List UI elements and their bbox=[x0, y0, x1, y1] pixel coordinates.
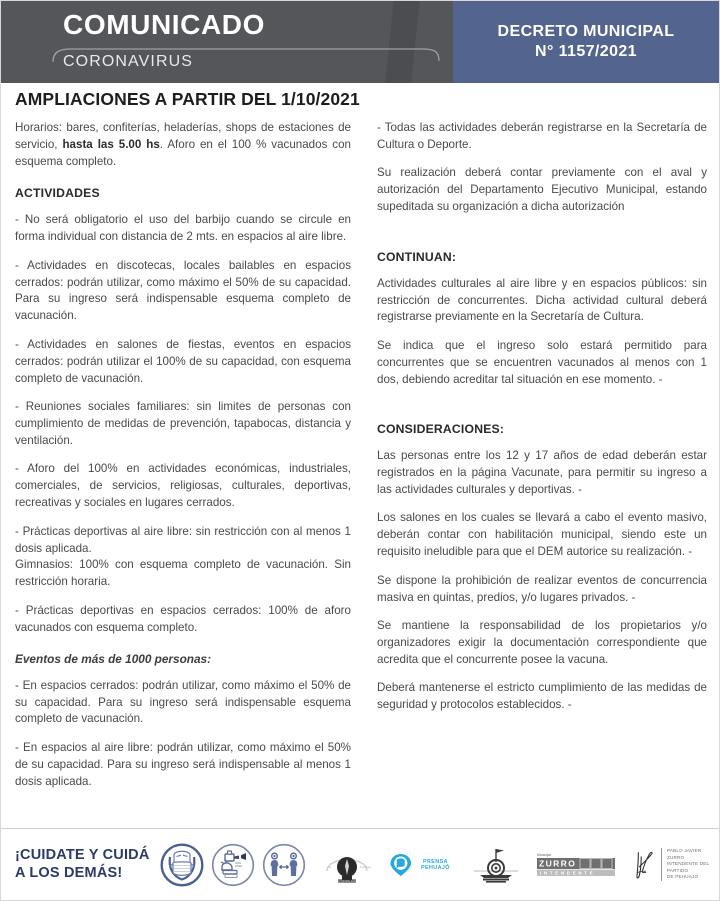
title-bar bbox=[1, 83, 719, 114]
eventos-subheading: Eventos de más de 1000 personas: bbox=[15, 652, 212, 667]
consideraciones-item: Las personas entre los 12 y 17 años de edad deberán estar registrados en la página Vacunate, para permitir su ingreso a las actividades culturales y deportivas. - bbox=[377, 449, 707, 496]
footer-logo-group bbox=[322, 843, 713, 887]
header-brand-panel bbox=[1, 1, 453, 83]
consideraciones-heading: CONSIDERACIONES: bbox=[377, 422, 505, 437]
care-icon-group bbox=[160, 843, 306, 887]
continuan-heading: CONTINUAN: bbox=[377, 249, 457, 264]
brand-title: COMUNICADO bbox=[63, 9, 265, 40]
hand-sanitizer-icon bbox=[211, 843, 255, 887]
document-footer bbox=[1, 828, 719, 900]
spacer bbox=[377, 228, 707, 250]
intro-paragraph bbox=[15, 120, 351, 171]
left-item: - Aforo del 100% en actividades económicas, industriales, comerciales, de servicios, religiosas, culturales, deportivas, recreativas y sociales en lugares cerrados. bbox=[15, 462, 351, 510]
consideraciones-item: Los salones en los cuales se llevará a cabo el evento masivo, deberán contar con habilitación municipal, siendo este un requisito ineludible para que el DEM autorice su realización. - bbox=[377, 511, 707, 559]
care-slogan bbox=[15, 847, 150, 882]
svg-text:Municipio: Municipio bbox=[536, 852, 552, 857]
continuan-item: Se indica que el ingreso solo estará permitido para concurrentes que se encuentren vacunados al menos con 1 dos, debiendo acreditar tal situación en ese momento. - bbox=[377, 338, 707, 386]
zurro-intendente-icon bbox=[536, 850, 618, 880]
signatory-name: PABLO JAVIER ZURRO bbox=[666, 847, 702, 860]
svg-text:INTENDENTE: INTENDENTE bbox=[539, 869, 596, 875]
consideraciones-item: Se dispone la prohibición de realizar eventos de concurrencia masiva en quintas, predios, y/o lugares privados. - bbox=[377, 573, 707, 604]
svg-text:Pehuajó: Pehuajó bbox=[359, 864, 371, 869]
prensa-pin-icon bbox=[386, 848, 415, 882]
right-item: Su realización deberá contar previamente con el aval y autorización del Departamento Ejecutivo Municipal, estando supeditada su organización a dicha autorización bbox=[377, 166, 707, 214]
municipal-seal-logo bbox=[322, 843, 372, 887]
right-item: - Todas las actividades deberán registrarse en la Secretaría de Cultura o Deporte. bbox=[377, 121, 707, 151]
eventos-item: - En espacios al aire libre: podrán utilizar, como máximo el 50% de su capacidad. Para su ingreso será indispensable al menos 1 dosis aplicada. bbox=[15, 740, 351, 788]
prensa-pehuajo-logo bbox=[386, 848, 456, 882]
document-header bbox=[1, 1, 719, 83]
continuan-item: Actividades culturales al aire libre y en espacios públicos: sin restricción de concurrentes. Dicha actividad cultural deberá registrarse previamente en la Secretaría de Cultura. bbox=[377, 276, 707, 324]
social-distancing-icon bbox=[262, 843, 306, 887]
decree-title: DECRETO MUNICIPAL bbox=[497, 22, 675, 40]
left-item: - Prácticas deportivas al aire libre: sin restricción con al menos 1 dosis aplicada. Gimnasios: 100% con esquema completo de vacunación. Sin restricción horaria. bbox=[15, 524, 351, 589]
consideraciones-item: Deberá mantenerse el estricto cumplimiento de las medidas de seguridad y protocolos establecidos. - bbox=[377, 681, 707, 712]
left-item: - Reuniones sociales familiares: sin limites de personas con cumplimiento de medidas de prevención, tapabocas, distancia y ventilación. bbox=[15, 400, 351, 447]
left-item: - No será obligatorio el uso del barbijo cuando se circule en forma individual con distancia de 2 mts. en espacios al aire libre. bbox=[15, 213, 351, 244]
intro-text-part2: . Aforo en el 100 % vacunados con esquema completo. bbox=[15, 137, 352, 168]
left-item: - Prácticas deportivas en espacios cerrados: 100% de aforo vacunados con esquema completo. bbox=[15, 603, 351, 634]
consideraciones-item: Se mantiene la responsabilidad de los propietarios y/o organizadores exigir la documentación correspondiente que acredita que el concurrente posee la vacuna. bbox=[377, 619, 707, 666]
svg-text:ZURRO: ZURRO bbox=[538, 857, 577, 868]
care-slogan-line1: ¡CUIDATE Y CUIDÁ bbox=[15, 846, 150, 863]
municipality-crest-logo bbox=[470, 844, 522, 886]
decree-number: N° 1157/2021 bbox=[535, 43, 637, 60]
actividades-heading: ACTIVIDADES bbox=[15, 186, 100, 201]
zurro-intendente-logo bbox=[536, 850, 618, 880]
care-slogan-line2: A LOS DEMÁS! bbox=[15, 864, 123, 881]
left-column bbox=[15, 120, 351, 832]
intro-hours-bold: hasta las 5.00 hs bbox=[62, 137, 160, 151]
prensa-pehuajo-label: PRENSA PEHUAJÓ bbox=[421, 859, 450, 871]
signature-block bbox=[632, 843, 713, 887]
signature-icon bbox=[632, 843, 656, 887]
face-mask-icon bbox=[160, 843, 204, 887]
eventos-item: - En espacios cerrados: podrán utilizar, como máximo el 50% de su capacidad. Para su ingreso será indispensable esquema completo de vacunación. bbox=[15, 678, 351, 726]
decree-badge bbox=[453, 1, 719, 83]
right-column bbox=[377, 120, 707, 832]
left-item: - Actividades en discotecas, locales bailables en espacios cerrados: podrán utilizar, como máximo el 50% de su capacidad. Para su ingreso será indispensable esquema completo de vacunación. bbox=[15, 258, 351, 323]
page-title: AMPLIACIONES A PARTIR DEL 1/10/2021 bbox=[15, 89, 360, 109]
signatory-title-line1: INTENDENTE DEL PARTIDO bbox=[666, 861, 710, 873]
signatory-title-line2: DE PEHUAJÓ bbox=[666, 874, 699, 880]
brand-subtitle: CORONAVIRUS bbox=[63, 53, 194, 70]
intro-text-part1: Horarios: bares, confiterías, heladerías, shops de estaciones de servicio, bbox=[15, 121, 351, 151]
content-columns bbox=[1, 114, 719, 832]
left-item: - Actividades en salones de fiestas, eventos en espacios cerrados: podrán utilizar el 100% de su capacidad, con esquema completo de vacunación. bbox=[15, 337, 351, 385]
svg-text:de: de bbox=[327, 864, 331, 869]
municipal-seal-icon bbox=[322, 843, 372, 887]
municipality-crest-icon bbox=[470, 844, 522, 886]
signature-caption bbox=[661, 848, 713, 881]
spacer bbox=[377, 400, 707, 422]
svg-text:MUNICIPALIDAD: MUNICIPALIDAD bbox=[336, 879, 357, 883]
